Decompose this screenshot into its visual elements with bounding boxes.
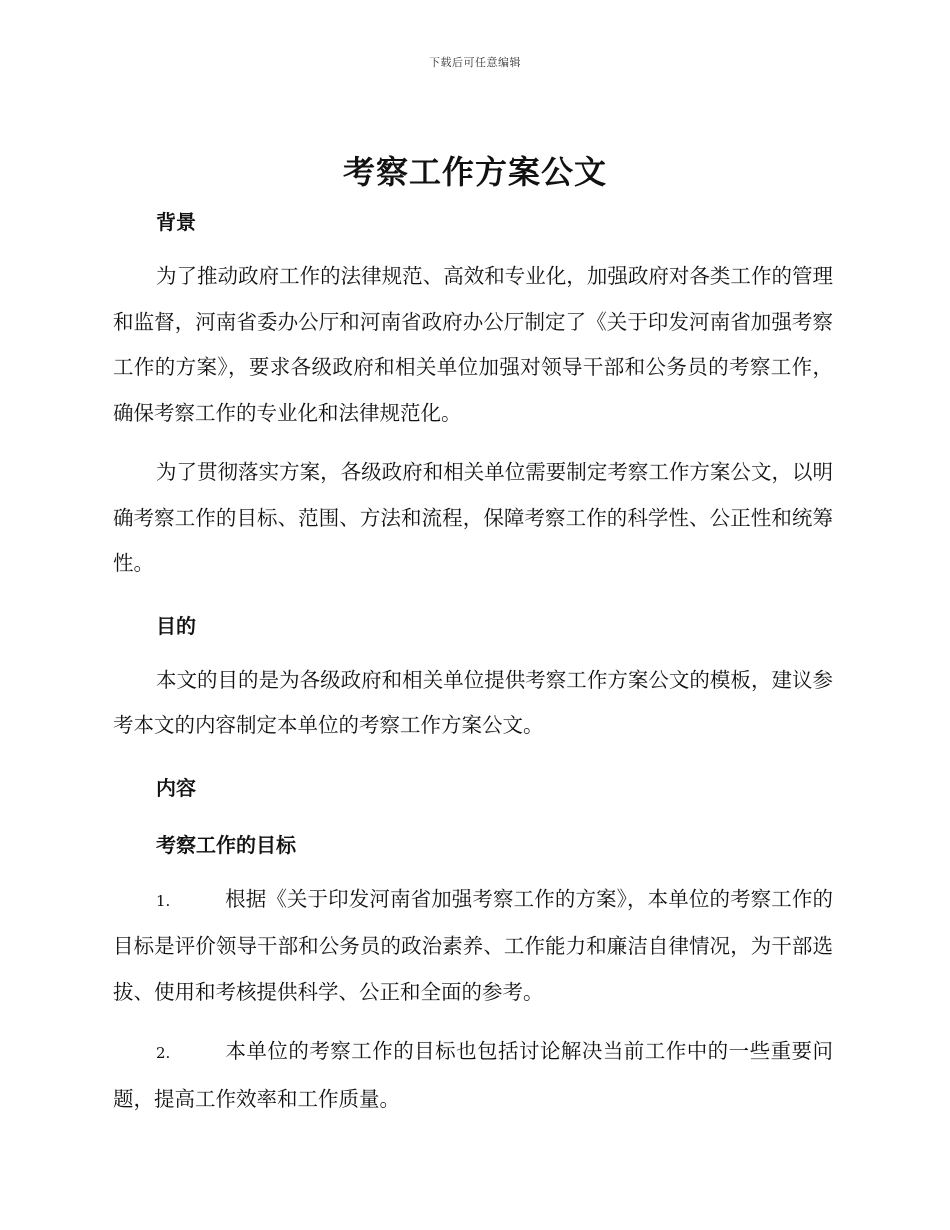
section-heading-content: 内容	[156, 775, 196, 800]
subsection-heading-goals: 考察工作的目标	[156, 832, 296, 857]
list-item	[113, 877, 833, 1016]
paragraph: 本文的目的是为各级政府和相关单位提供考察工作方案公文的模板，建议参考本文的内容制定本单位的考察工作方案公文。	[113, 667, 833, 737]
section-heading-purpose: 目的	[156, 613, 196, 638]
paragraph: 为了贯彻落实方案，各级政府和相关单位需要制定考察工作方案公文，以明确考察工作的目标、范围、方法和流程，保障考察工作的科学性、公正性和统筹性。	[113, 460, 833, 575]
paragraph: 为了推动政府工作的法律规范、高效和专业化，加强政府对各类工作的管理和监督，河南省委办公厅和河南省政府办公厅制定了《关于印发河南省加强考察工作的方案》，要求各级政府和相关单位加强对领导干部和公务员的考察工作，确保考察工作的专业化和法律规范化。	[113, 264, 833, 425]
header-note: 下载后可任意编辑	[429, 56, 521, 69]
list-number: 2.	[156, 1044, 171, 1062]
list-item	[113, 1029, 833, 1122]
document-body	[113, 204, 833, 1122]
list-item-text: 根据《关于印发河南省加强考察工作的方案》，本单位的考察工作的目标是评价领导干部和公务员的政治素养、工作能力和廉洁自律情况，为干部选拔、使用和考核提供科学、公正和全面的参考。	[113, 886, 833, 1004]
list-number: 1.	[156, 891, 171, 910]
list-item-text: 本单位的考察工作的目标也包括讨论解决当前工作中的一些重要问题，提高工作效率和工作质量。	[113, 1039, 833, 1111]
section-heading-background: 背景	[156, 210, 196, 234]
document-title: 考察工作方案公文	[342, 153, 607, 191]
